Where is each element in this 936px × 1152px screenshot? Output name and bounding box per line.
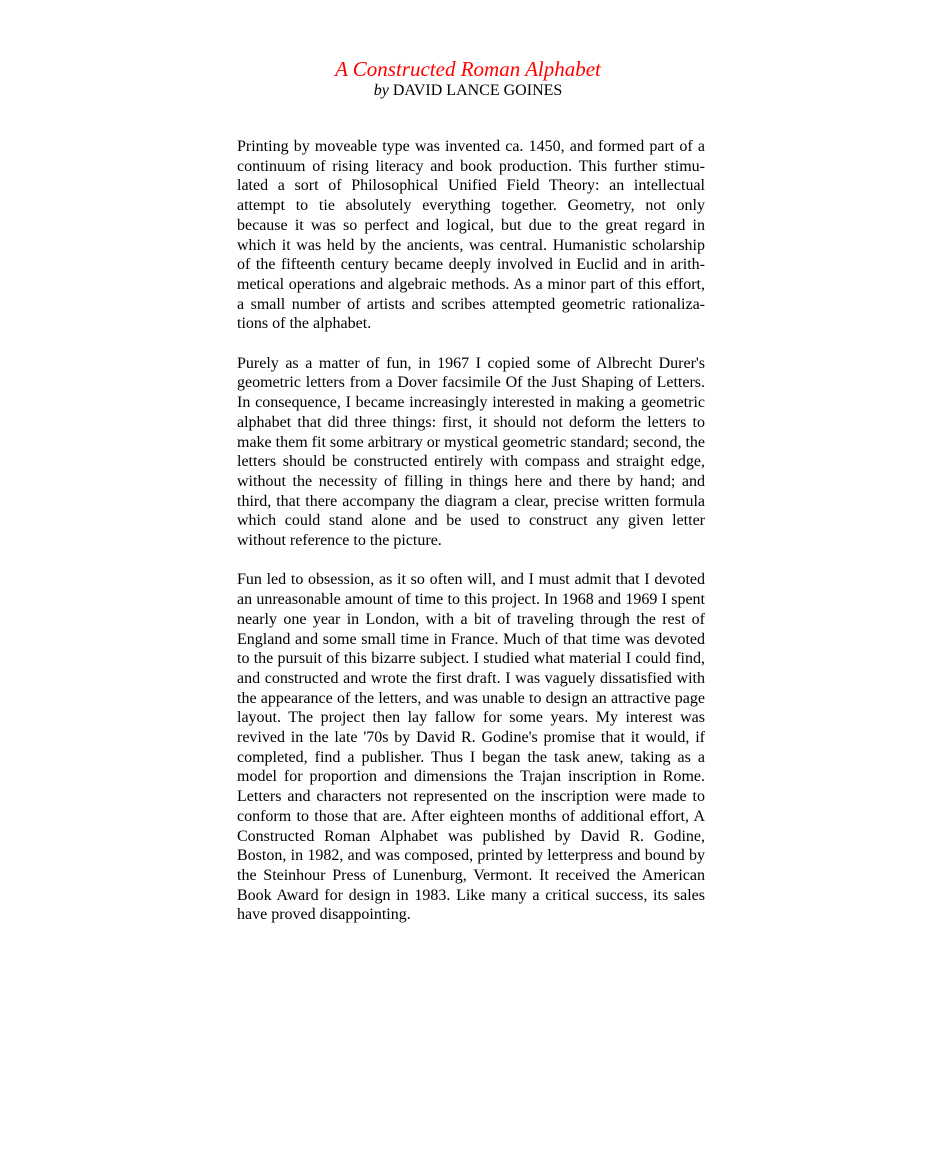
document-title: A Constructed Roman Alphabet [335, 57, 601, 81]
paragraph: Printing by moveable type was invented ca. 1450, and formed part of a continuum of rising literacy and book production. This further stimulated a sort of Philosophical Unified Field Theory: an intellectual attempt to tie absolutely everything together. Geometry, not only because it was so perfect and logical, but due to the great regard in which it was held by the ancients, was central. Humanistic scholarship of the fifteenth century became deeply involved in Euclid and in arithmetical operations and algebraic methods. As a minor part of this effort, a small number of artists and scribes attempted geometric rationalizations of the alphabet. [237, 138, 705, 333]
byline [0, 81, 936, 100]
document-header [0, 57, 936, 100]
author-name: DAVID LANCE GOINES [392, 82, 563, 99]
paragraph: Fun led to obsession, as it so often will, and I must admit that I devoted an unreasonable amount of time to this project. In 1968 and 1969 I spent nearly one year in London, with a bit of traveling through the rest of England and some small time in France. Much of that time was devoted to the pursuit of this bizarre subject. I studied what material I could find, and constructed and wrote the first draft. I was vaguely dissatisfied with the appearance of the letters, and was unable to design an attractive page layout. The project then lay fallow for some years. My interest was revived in the late '70s by David R. Godine's promise that it would, if completed, find a publisher. Thus I began the task anew, taking as a model for proportion and dimensions the Trajan inscription in Rome. Letters and characters not represented on the inscription were made to conform to those that are. After eighteen months of additional effort, A Constructed Roman Alphabet was published by David R. Godine, Boston, in 1982, and was composed, printed by letterpress and bound by the Steinhour Press of Lunenburg, Vermont. It received the American Book Award for design in 1983. Like many a critical success, its sales have proved disappointing. [237, 571, 705, 924]
paragraph: Purely as a matter of fun, in 1967 I copied some of Albrecht Durer's geometric letters from a Dover facsimile Of the Just Shaping of Letters. In consequence, I became increasingly interested in making a geometric alphabet that did three things: first, it should not deform the letters to make them fit some arbitrary or mystical geometric standard; second, the letters should be constructed entirely with compass and straight edge, without the necessity of filling in things here and there by hand; and third, that there accompany the diagram a clear, precise written formula which could stand alone and be used to construct any given letter without reference to the picture. [237, 354, 705, 550]
byline-prefix: by [373, 82, 389, 99]
body-text [237, 137, 705, 945]
